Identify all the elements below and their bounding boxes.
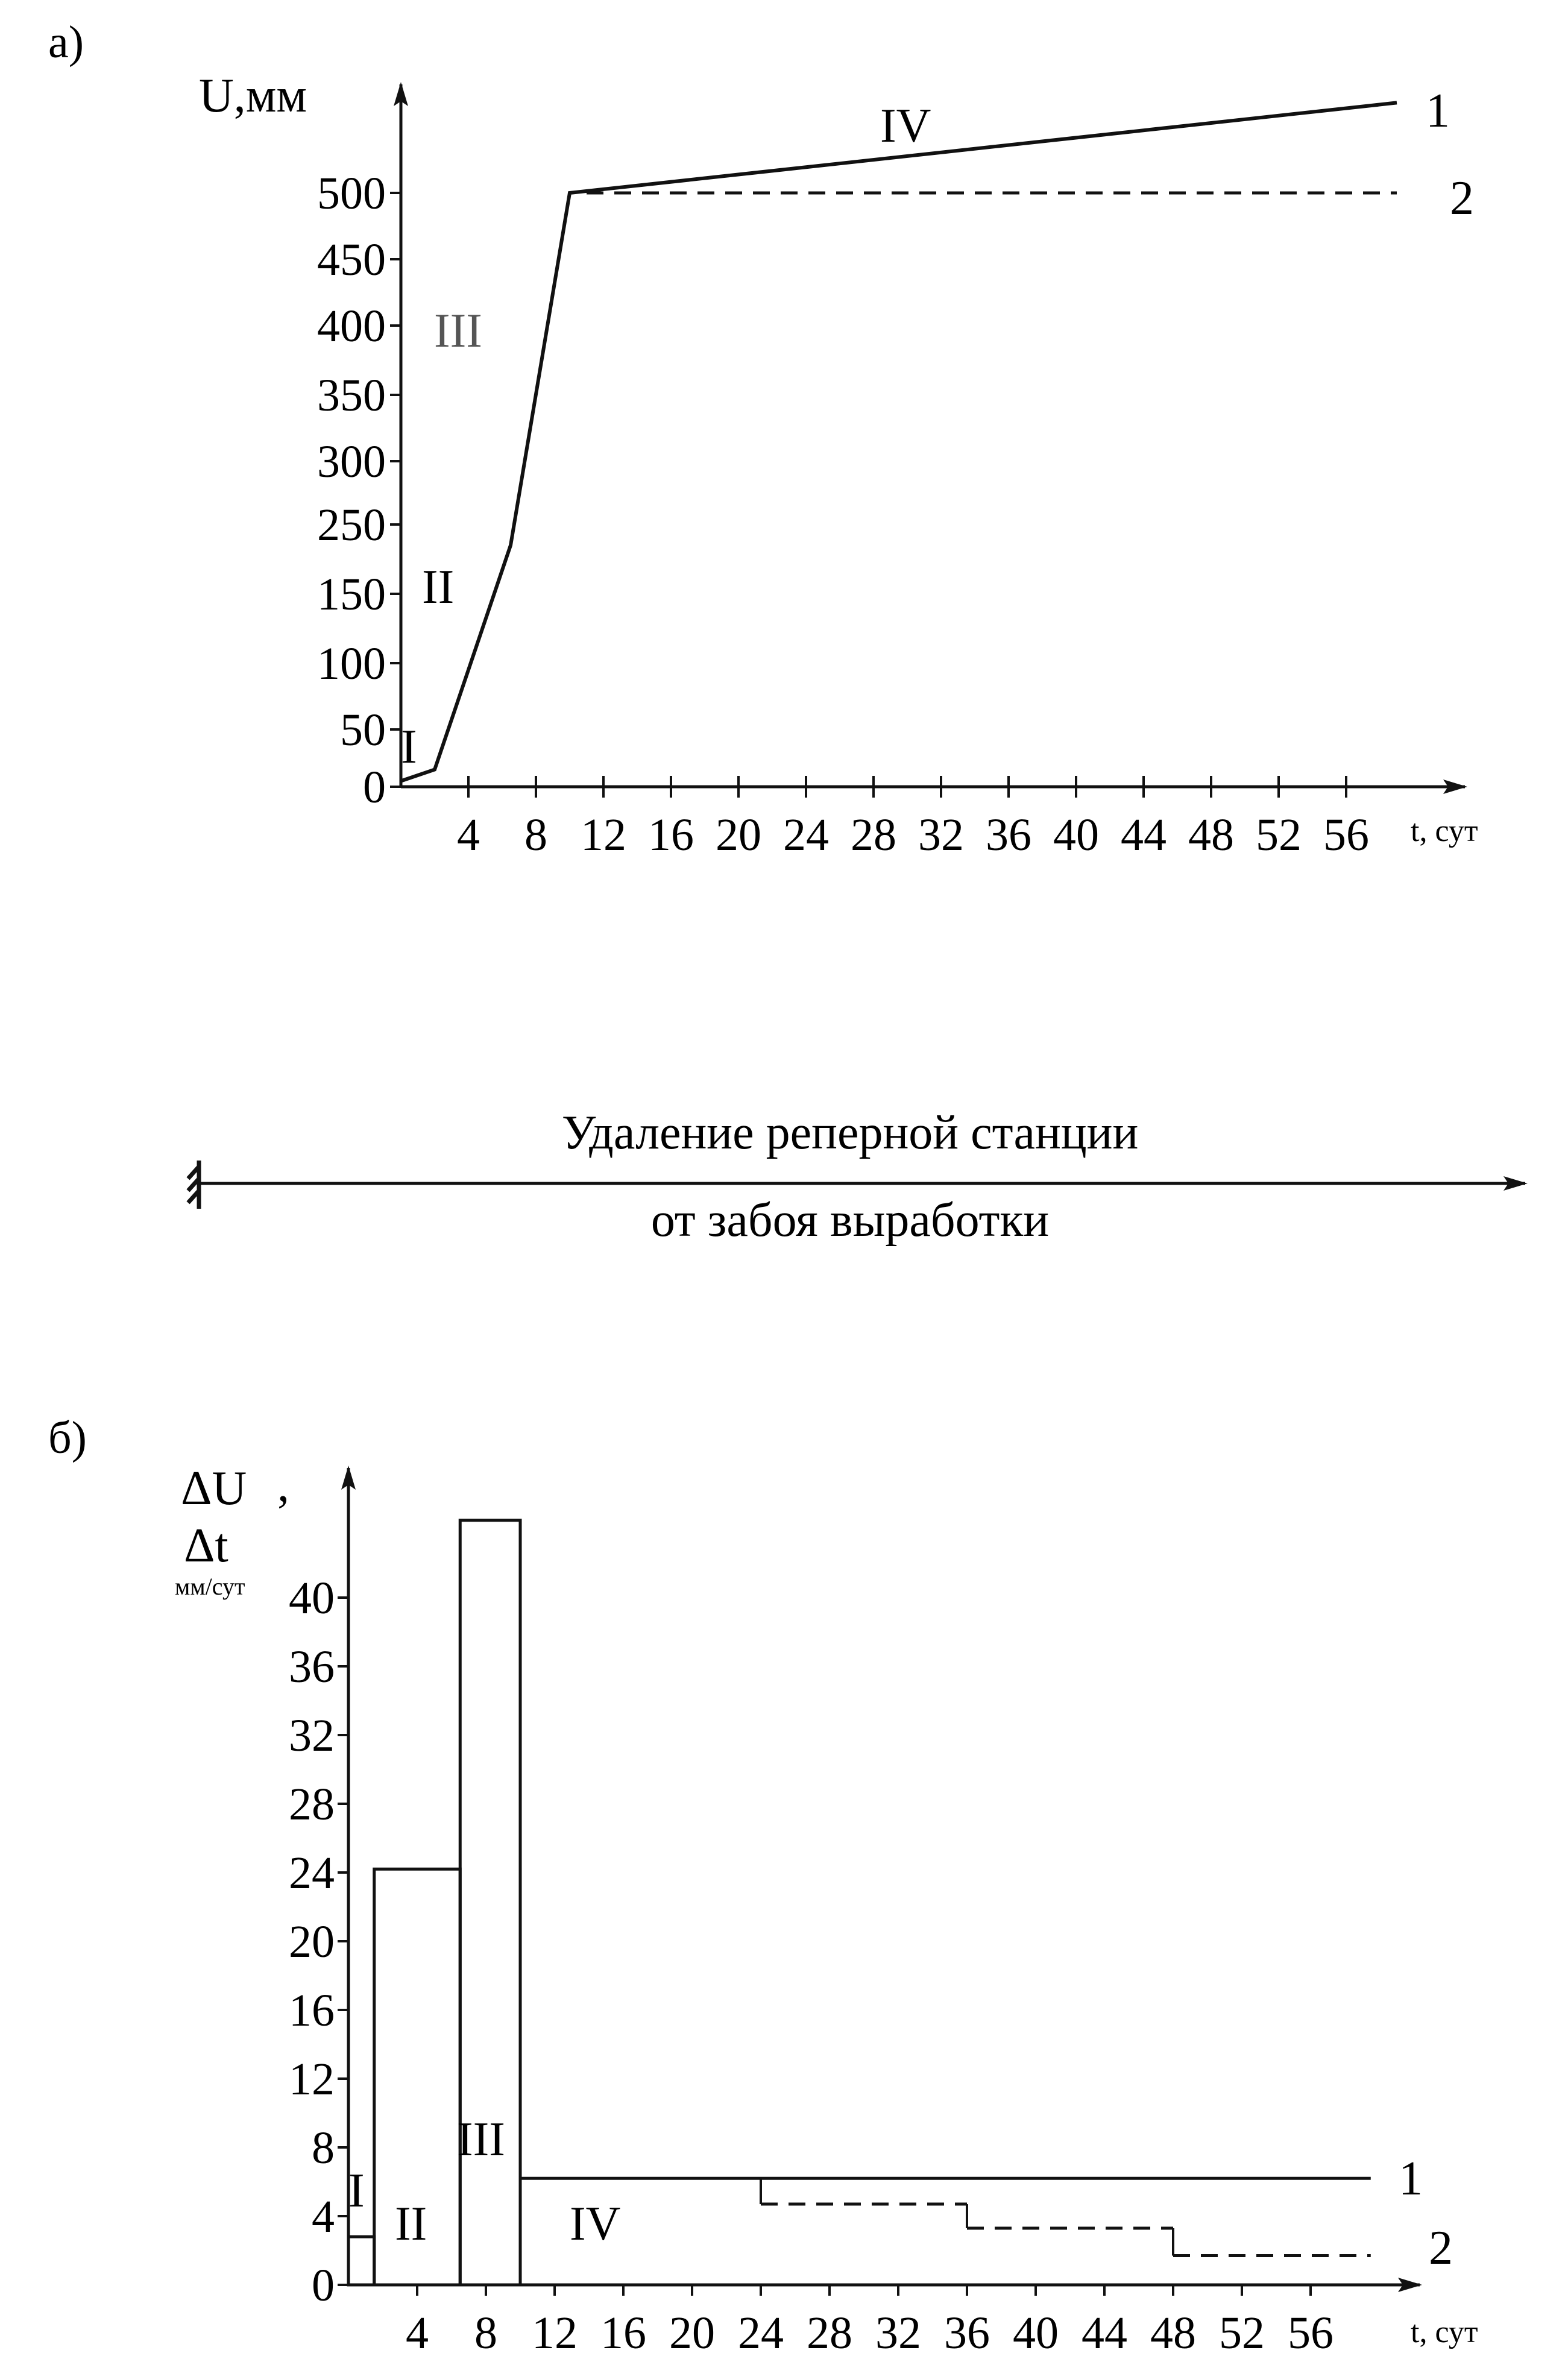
chart-a-y-tick-label: 250 [317,500,386,550]
chart-a-x-tick-label: 44 [1121,810,1167,860]
chart-a-series-2-label: 2 [1450,172,1474,225]
chart-b-stage-I: I [348,2164,365,2217]
chart-a-x-tick-label: 40 [1053,810,1099,860]
chart-b-series-1-bar [520,2178,1371,2285]
chart-a-x-tick-label: 48 [1188,810,1234,860]
chart-b-x-tick-label: 28 [807,2308,852,2356]
chart-b-series-1-bar [460,1520,520,2285]
chart-b-x-tick-label: 56 [1288,2308,1333,2356]
chart-b-x-tick-label: 8 [474,2308,497,2356]
chart-b-x-tick-label: 44 [1082,2308,1127,2356]
chart-b-yunit: мм/сут [175,1573,245,1600]
chart-a-y-tick-label: 500 [317,168,386,219]
chart-a-x-tick-label: 12 [581,810,626,860]
chart-a-x-tick-label: 20 [716,810,761,860]
chart-b-series-2-label: 2 [1429,2222,1453,2275]
chart-b-x-tick-label: 20 [669,2308,715,2356]
chart-b-y-tick-label: 8 [312,2123,335,2173]
chart-b-x-tick-label: 32 [875,2308,921,2356]
chart-a-xlabel: t, сут [1411,814,1478,848]
chart-b-y-tick-label: 4 [312,2191,335,2242]
chart-a-x-tick-label: 56 [1323,810,1369,860]
chart-b-x-tick-label: 24 [738,2308,784,2356]
chart-a-y-tick-label: 400 [317,301,386,351]
chart-b-x-tick-label: 12 [532,2308,578,2356]
chart-a-stage-III: III [434,304,482,357]
chart-a-y-tick-label: 50 [340,705,386,755]
chart-a [48,17,1478,860]
arrow-caption-line1: Удаление реперной станции [561,1106,1139,1159]
chart-a-x-tick-label: 4 [457,810,480,860]
chart-b-y-tick-label: 40 [289,1573,335,1624]
chart-b-xlabel: t, сут [1411,2315,1478,2349]
chart-a-y-tick-label: 150 [317,569,386,620]
chart-a-x-tick-label: 36 [986,810,1031,860]
chart-a-series-1-line [401,102,1397,781]
chart-a-x-tick-label: 52 [1256,810,1302,860]
chart-b-ylabel-bottom: Δt [184,1519,228,1572]
chart-b-y-tick-label: 16 [289,1985,335,2036]
chart-b-stage-IV: IV [570,2197,621,2250]
arrow-caption-line2: от забоя выработки [650,1194,1050,1247]
chart-b-series-1-label: 1 [1399,2152,1423,2205]
chart-b-ylabel-top: ΔU [181,1462,247,1515]
chart-a-ylabel: U,мм [199,69,307,122]
panel-a-label: a) [48,17,84,68]
chart-a-x-tick-label: 16 [648,810,694,860]
chart-b-y-tick-label: 32 [289,1710,335,1761]
anchor-hatch-icon [188,1161,199,1209]
chart-a-stage-II: II [422,561,455,614]
chart-b-x-tick-label: 4 [406,2308,429,2356]
chart-a-y-tick-label: 300 [317,436,386,487]
distance-arrow [188,1106,1525,1247]
chart-a-y-tick-label: 100 [317,638,386,689]
chart-b-y-tick-label: 36 [289,1642,335,1692]
chart-b-stage-III: III [457,2113,505,2166]
chart-a-x-tick-label: 28 [851,810,896,860]
chart-b-series-1-bar [348,2237,374,2285]
chart-b-stage-II: II [395,2197,427,2250]
chart-a-y-tick-label: 0 [363,762,386,813]
chart-a-y-tick-label: 350 [317,370,386,421]
chart-b-y-tick-label: 12 [289,2054,335,2105]
chart-a-series-1-label: 1 [1426,84,1450,137]
chart-a-y-tick-label: 450 [317,235,386,285]
chart-a-x-tick-label: 8 [524,810,547,860]
chart-b-x-tick-label: 36 [944,2308,990,2356]
chart-a-stage-I: I [401,720,417,773]
chart-b-x-tick-label: 48 [1150,2308,1196,2356]
chart-a-x-tick-label: 24 [783,810,829,860]
chart-b-y-tick-label: 24 [289,1848,335,1898]
chart-b-y-tick-label: 0 [312,2260,335,2311]
chart-b [48,1413,1478,2356]
chart-a-x-tick-label: 32 [918,810,964,860]
chart-a-stage-IV: IV [880,99,931,153]
chart-b-y-tick-label: 28 [289,1779,335,1830]
chart-b-x-tick-label: 40 [1013,2308,1059,2356]
chart-b-ylabel-comma: , [277,1459,289,1512]
chart-b-x-tick-label: 52 [1219,2308,1265,2356]
chart-b-y-tick-label: 20 [289,1917,335,1967]
chart-b-x-tick-label: 16 [600,2308,646,2356]
panel-b-label: б) [48,1413,87,1463]
